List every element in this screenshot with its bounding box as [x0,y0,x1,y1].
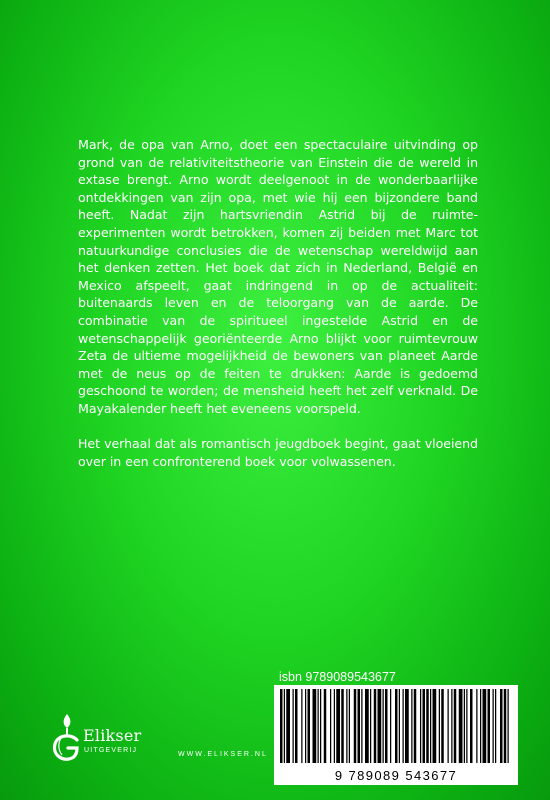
barcode-bar [301,689,302,763]
publisher-website: WWW.ELIKSER.NL [178,751,268,758]
barcode-bar [361,689,362,763]
barcode-bar [334,689,335,763]
publisher-name: Elikser [83,726,142,745]
barcode-bar [480,689,481,763]
barcode-bar [488,689,491,763]
barcode-bar [495,689,496,763]
barcode-bar [466,689,467,763]
barcode [274,685,518,785]
barcode-bar [358,689,361,763]
barcode-bar [349,689,350,763]
barcode-bar [476,689,477,763]
barcode-bar [354,689,357,763]
blurb-text [78,136,478,488]
barcode-bar [313,689,317,763]
barcode-bar [346,689,347,763]
barcode-bar [284,689,285,763]
barcode-digits: 9 789089 543677 [334,768,458,783]
barcode-bar [403,689,404,763]
isbn-label: isbn 9789089543677 [279,670,396,684]
barcode-bar [330,689,331,763]
barcode-bar [430,689,431,763]
barcode-bar [280,689,283,763]
barcode-bar [378,689,382,763]
barcode-bars [278,689,514,763]
barcode-bar [383,689,384,763]
barcode-bar [318,689,319,763]
barcode-bar [493,689,494,763]
barcode-bar [464,689,465,763]
blurb-paragraph-2: Het verhaal dat als romantisch jeugdboek begint, gaat vloeiend over in een confronterend boek voor volwassenen. [78,436,478,469]
barcode-bar [483,689,487,763]
barcode-bar [423,689,426,763]
barcode-bar [341,689,344,763]
barcode-bar [374,689,377,763]
publisher-logo [50,710,170,770]
barcode-bar [454,689,457,763]
barcode-bar [286,689,290,763]
barcode-bar [508,689,509,763]
barcode-bar [414,689,417,763]
publisher-emblem-icon [50,710,84,766]
barcode-bar [420,689,421,763]
barcode-bar [295,689,298,763]
blurb-paragraph-1: Mark, de opa van Arno, doet een spectaculaire uitvinding op grond van de relativiteitstheorie van Einstein die de wereld in extase brengt. Arno wordt deelgenoot in de wonderbaarlijke ontdekkingen van zijn opa, met wie hij een bijzondere band heeft. Nadat zijn hartsvriendin Astrid bij de ruimte-experimenten wordt betrokken, komen zij beiden met Marc tot natuurkundige conclusies die de wetenschap wereldwijd aan het denken zetten. Het boek dat zich in Nederland, België en Mexico afspeelt, gaat indringend in op de actualiteit: buitenaards leven en de teloorgang van de aarde. De combinatie van de spiritueel ingestelde Astrid en de wetenschappelijk georiënteerde Arno blijkt voor ruimtevrouw Zeta de ultieme mogelijkheid de bewoners van planeet Aarde met de neus op de feiten te drukken: Aarde is gedoemd geschoond te worden; de mensheid heeft het zelf verknald. De Mayakalender heeft het eveneens voorspeld. [78,137,478,416]
barcode-bar [426,689,429,763]
barcode-bar [336,689,340,763]
barcode-bar [504,689,507,763]
barcode-bar [411,689,412,763]
barcode-bar [451,689,452,763]
barcode-bar [308,689,311,763]
barcode-bar [441,689,444,763]
barcode-bar [365,689,369,763]
barcode-bar [470,689,473,763]
barcode-bar [405,689,409,763]
publisher-subtitle: UITGEVERIJ [84,747,138,754]
barcode-bar [433,689,437,763]
barcode-bar [448,689,449,763]
barcode-bar [305,689,306,763]
barcode-bar [324,689,327,763]
barcode-bar [500,689,503,763]
barcode-bar [390,689,391,763]
barcode-bar [370,689,371,763]
barcode-bar [293,689,294,763]
barcode-bar [439,689,440,763]
barcode-bar [395,689,398,763]
barcode-bar [385,689,388,763]
barcode-bar [399,689,400,763]
barcode-bar [320,689,321,763]
barcode-bar [459,689,463,763]
